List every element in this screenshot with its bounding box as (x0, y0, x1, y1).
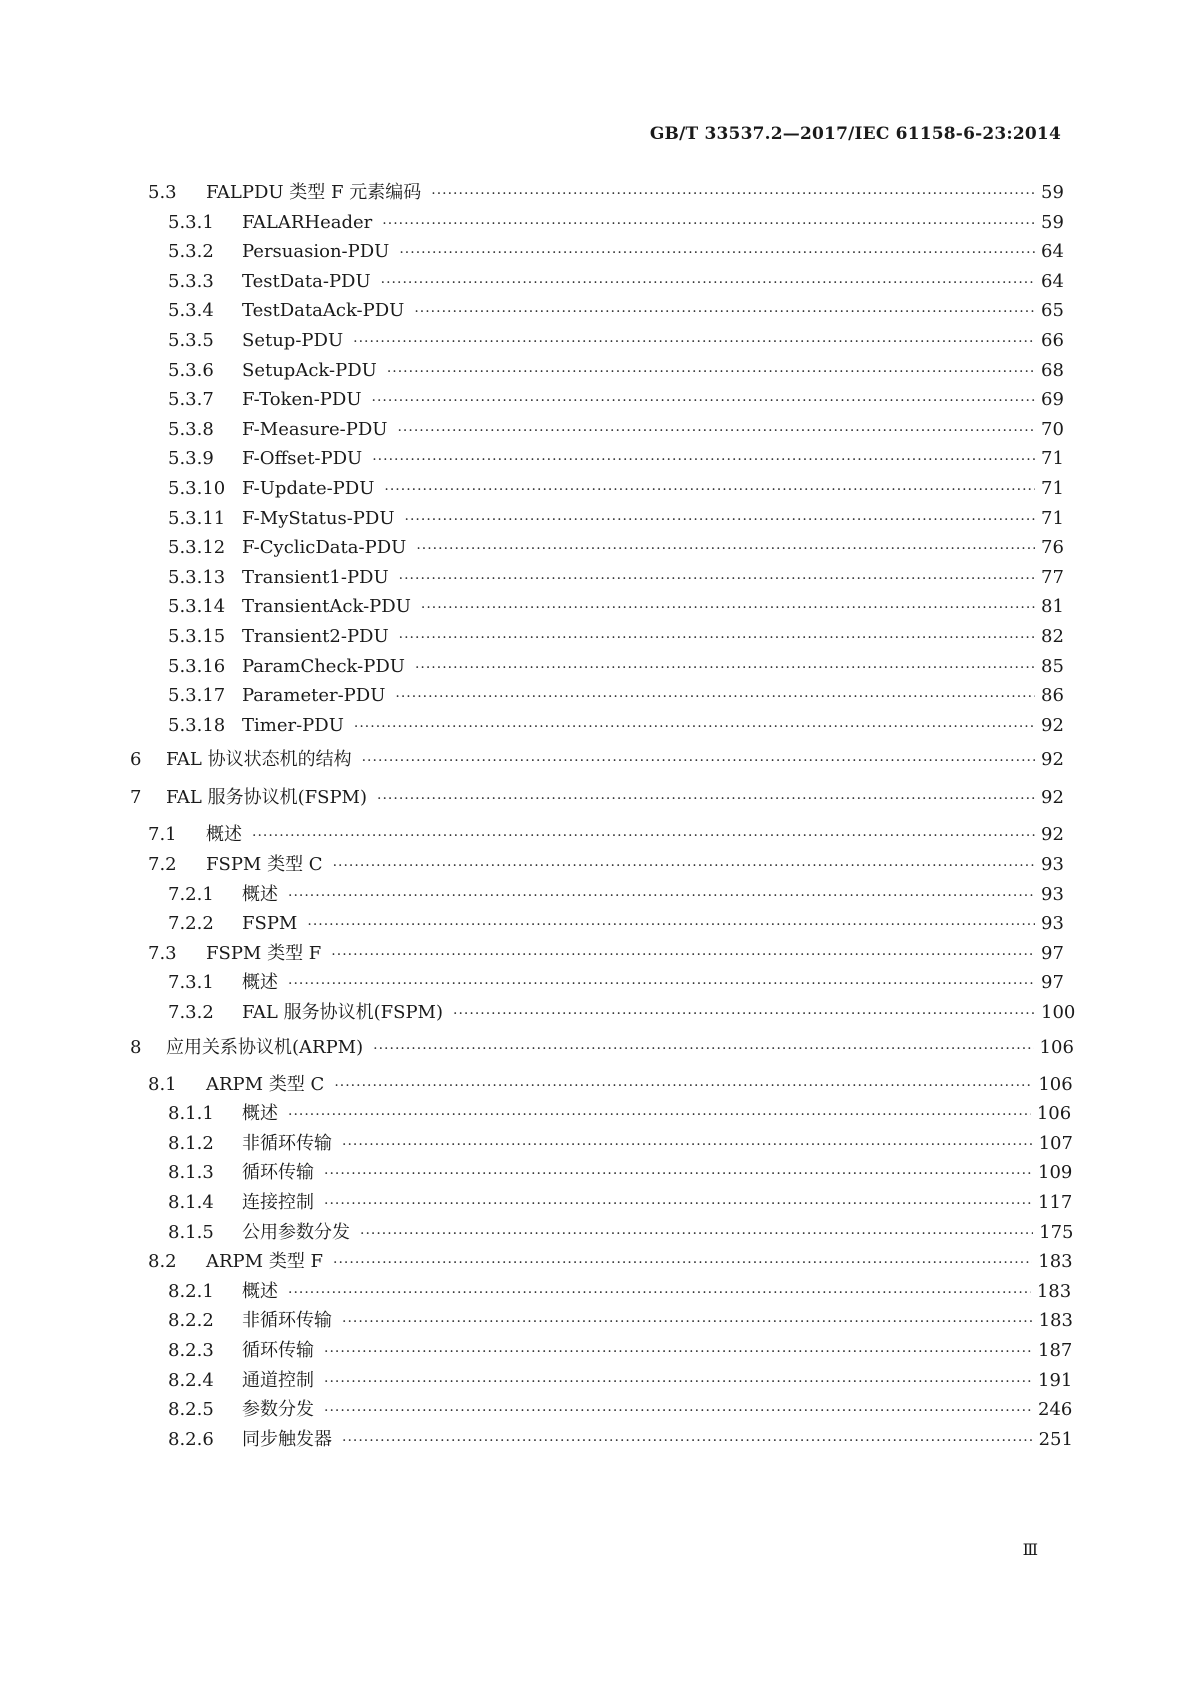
toc-entry-number: 5.3.8 (168, 418, 214, 440)
toc-entry-title: 概述 (242, 972, 278, 994)
toc-entry[interactable] (168, 1395, 1073, 1425)
toc-entry-title: F-Update-PDU (242, 478, 375, 499)
toc-leader-dots (324, 1189, 1032, 1219)
toc-leader-dots (324, 1337, 1032, 1367)
toc-entry-page: 117 (1038, 1192, 1073, 1213)
toc-entry-title: ARPM 类型 F (206, 1251, 324, 1273)
toc-leader-dots (373, 1034, 1033, 1064)
toc-entry-page: 97 (1041, 972, 1064, 994)
toc-entry-number: 5.3.13 (168, 566, 226, 588)
toc-entry-number: 8.1.2 (168, 1132, 214, 1154)
toc-entry-page: 251 (1038, 1428, 1073, 1450)
toc-entry-page: 86 (1041, 685, 1064, 707)
toc-leader-dots (415, 653, 1035, 683)
toc-leader-dots (342, 1426, 1033, 1456)
toc-entry-number: 5.3.16 (168, 655, 226, 677)
toc-leader-dots (387, 357, 1035, 387)
toc-entry[interactable] (168, 1277, 1072, 1307)
toc-entry-title: Transient1-PDU (242, 566, 389, 588)
toc-entry-number: 5.3.18 (168, 714, 226, 736)
toc-entry[interactable] (168, 909, 1064, 939)
toc-entry[interactable] (168, 681, 1064, 711)
toc-entry-page: 71 (1041, 507, 1064, 529)
toc-entry-page: 187 (1038, 1340, 1073, 1361)
toc-leader-dots (288, 881, 1035, 911)
toc-entry-number: 5.3.17 (168, 685, 226, 707)
page-number: Ⅲ (1022, 1540, 1038, 1559)
toc-entry[interactable] (168, 533, 1064, 563)
toc-entry-title: 公用参数分发 (242, 1221, 350, 1243)
toc-entry-page: 64 (1041, 270, 1064, 292)
toc-entry-number: 8.1.1 (168, 1103, 214, 1125)
toc-entry-number: 5.3.2 (168, 241, 214, 263)
toc-entry-number: 7 (130, 787, 142, 809)
toc-entry-page: 68 (1041, 359, 1064, 381)
toc-leader-dots (414, 297, 1035, 327)
toc-entry-title: 同步触发器 (242, 1428, 332, 1450)
toc-entry-page: 92 (1041, 787, 1064, 809)
toc-entry-title: SetupAck-PDU (242, 359, 377, 381)
toc-leader-dots (333, 1248, 1032, 1278)
toc-entry-page: 59 (1041, 182, 1064, 203)
toc-entry-number: 8.2.2 (168, 1310, 214, 1332)
toc-entry-title: FAL 服务协议机(FSPM) (242, 1002, 444, 1023)
toc-entry-number: 5.3.9 (168, 448, 214, 470)
toc-entry[interactable] (168, 1188, 1073, 1218)
toc-entry-page: 93 (1041, 913, 1064, 935)
toc-entry-number: 5.3.5 (168, 330, 214, 351)
toc-entry-page: 183 (1038, 1251, 1073, 1273)
toc-entry-title: TestData-PDU (242, 270, 371, 292)
toc-entry-number: 7.3.1 (168, 972, 214, 994)
toc-entry-number: 7.2.1 (168, 883, 214, 905)
toc-entry-number: 5.3.10 (168, 478, 226, 499)
toc-entry-number: 8.2 (148, 1251, 177, 1273)
toc-entry-page: 93 (1041, 854, 1064, 875)
toc-entry[interactable] (148, 1070, 1073, 1100)
toc-entry-page: 92 (1041, 749, 1064, 771)
toc-entry-page: 109 (1038, 1162, 1073, 1184)
toc-leader-dots (353, 327, 1035, 357)
toc-leader-dots (324, 1396, 1032, 1426)
toc-entry-number: 7.2 (148, 854, 177, 875)
toc-entry-page: 64 (1041, 241, 1064, 263)
toc-entry-page: 100 (1041, 1002, 1076, 1023)
toc-leader-dots (405, 505, 1035, 535)
toc-entry-title: Timer-PDU (242, 714, 344, 736)
toc-leader-dots (324, 1367, 1032, 1397)
toc-entry-number: 8.2.1 (168, 1280, 214, 1302)
toc-leader-dots (362, 746, 1035, 776)
toc-leader-dots (331, 940, 1035, 970)
toc-entry-title: FSPM (242, 913, 298, 935)
toc-entry-page: 59 (1041, 211, 1064, 233)
toc-entry[interactable] (168, 385, 1064, 415)
toc-entry-page: 69 (1041, 389, 1064, 411)
toc-entry-number: 8.2.5 (168, 1399, 214, 1421)
toc-leader-dots (399, 623, 1035, 653)
toc-entry-title: 概述 (242, 1280, 278, 1302)
toc-entry[interactable] (168, 326, 1064, 356)
toc-leader-dots (342, 1307, 1033, 1337)
toc-entry[interactable] (168, 1099, 1072, 1129)
toc-entry-number: 5.3.15 (168, 626, 226, 647)
toc-entry-page: 85 (1041, 655, 1064, 677)
toc-entry-number: 6 (130, 749, 142, 771)
toc-entry-page: 183 (1036, 1280, 1072, 1302)
toc-entry-number: 5.3.7 (168, 389, 214, 411)
toc-leader-dots (384, 475, 1035, 505)
toc-entry-number: 5.3 (148, 182, 177, 203)
toc-leader-dots (395, 682, 1035, 712)
toc-entry-page: 71 (1041, 448, 1064, 470)
toc-leader-dots (372, 445, 1035, 475)
toc-entry[interactable] (130, 1033, 1074, 1063)
toc-entry-title: 参数分发 (242, 1399, 314, 1421)
toc-entry-number: 5.3.3 (168, 270, 214, 292)
toc-leader-dots (333, 851, 1035, 881)
toc-entry-title: FSPM 类型 C (206, 854, 323, 875)
toc-entry-title: FALARHeader (242, 211, 373, 233)
toc-entry[interactable] (168, 1218, 1074, 1248)
toc-entry[interactable] (168, 208, 1064, 238)
toc-leader-dots (416, 534, 1035, 564)
toc-entry-number: 8.2.4 (168, 1369, 214, 1391)
toc-leader-dots (453, 999, 1035, 1029)
toc-entry-page: 191 (1038, 1369, 1073, 1391)
toc-leader-dots (307, 910, 1035, 940)
toc-entry-number: 8.1.3 (168, 1162, 214, 1184)
toc-entry-number: 8.2.3 (168, 1340, 214, 1361)
toc-entry-title: FALPDU 类型 F 元素编码 (206, 182, 422, 203)
toc-entry-page: 246 (1038, 1399, 1073, 1421)
toc-entry[interactable] (168, 1129, 1073, 1159)
toc-entry-number: 8.1.5 (168, 1221, 214, 1243)
toc-entry-title: 连接控制 (242, 1192, 314, 1213)
toc-entry[interactable] (168, 711, 1064, 741)
toc-entry-page: 65 (1041, 300, 1064, 322)
toc-entry-page: 106 (1036, 1103, 1072, 1125)
toc-entry[interactable] (168, 1336, 1073, 1366)
toc-entry[interactable] (168, 563, 1064, 593)
toc-entry-title: ARPM 类型 C (206, 1073, 325, 1095)
toc-leader-dots (382, 209, 1035, 239)
toc-entry-title: 非循环传输 (242, 1132, 332, 1154)
toc-entry-number: 5.3.11 (168, 507, 226, 529)
toc-entry-title: Setup-PDU (242, 330, 344, 351)
toc-entry-title: FAL 服务协议机(FSPM) (166, 787, 368, 809)
toc-leader-dots (360, 1219, 1033, 1249)
toc-entry[interactable] (148, 1247, 1073, 1277)
toc-entry[interactable] (130, 783, 1064, 813)
toc-entry-number: 7.2.2 (168, 913, 214, 935)
toc-entry-title: TestDataAck-PDU (242, 300, 405, 322)
toc-entry-number: 5.3.1 (168, 211, 214, 233)
toc-entry-title: ParamCheck-PDU (242, 655, 405, 677)
toc-entry-title: F-Measure-PDU (242, 418, 388, 440)
toc-entry[interactable] (168, 1366, 1073, 1396)
toc-leader-dots (431, 179, 1035, 209)
toc-entry[interactable] (168, 296, 1064, 326)
toc-entry-number: 7.3.2 (168, 1002, 214, 1023)
toc-entry[interactable] (148, 178, 1064, 208)
toc-entry-page: 82 (1041, 626, 1064, 647)
toc-entry-title: F-MyStatus-PDU (242, 507, 395, 529)
toc-entry-number: 7.1 (148, 824, 177, 846)
toc-entry-number: 8.2.6 (168, 1428, 214, 1450)
toc-entry-title: 循环传输 (242, 1162, 314, 1184)
toc-entry[interactable] (168, 1158, 1073, 1188)
toc-leader-dots (381, 268, 1035, 298)
toc-entry-page: 71 (1041, 478, 1064, 499)
toc-entry[interactable] (168, 237, 1064, 267)
toc-leader-dots (354, 712, 1035, 742)
toc-entry-number: 8.1.4 (168, 1192, 214, 1213)
toc-entry-title: F-Offset-PDU (242, 448, 363, 470)
toc-entry-title: TransientAck-PDU (242, 596, 411, 618)
toc-leader-dots (377, 784, 1035, 814)
toc-entry[interactable] (148, 939, 1064, 969)
toc-entry[interactable] (168, 652, 1064, 682)
toc-entry-number: 5.3.6 (168, 359, 214, 381)
toc-entry[interactable] (148, 850, 1064, 880)
toc-entry-page: 92 (1041, 824, 1064, 846)
toc-entry-page: 107 (1038, 1132, 1073, 1154)
toc-entry-title: Transient2-PDU (242, 626, 389, 647)
toc-entry[interactable] (168, 267, 1064, 297)
toc-entry-page: 81 (1041, 596, 1064, 618)
toc-entry[interactable] (168, 622, 1064, 652)
toc-leader-dots (252, 821, 1035, 851)
toc-entry-page: 183 (1038, 1310, 1073, 1332)
toc-entry-page: 77 (1041, 566, 1064, 588)
toc-entry-title: F-Token-PDU (242, 389, 362, 411)
document-header: GB/T 33537.2—2017/IEC 61158-6-23:2014 (649, 124, 1061, 144)
toc-entry-page: 76 (1041, 537, 1064, 559)
toc-entry[interactable] (168, 1306, 1073, 1336)
toc-entry-title: Persuasion-PDU (242, 241, 390, 263)
toc-entry-page: 70 (1041, 418, 1064, 440)
toc-leader-dots (288, 1278, 1031, 1308)
toc-entry-title: 循环传输 (242, 1340, 314, 1361)
toc-leader-dots (397, 416, 1035, 446)
toc-entry-page: 97 (1041, 942, 1064, 964)
toc-leader-dots (399, 564, 1035, 594)
toc-entry-number: 5.3.12 (168, 537, 226, 559)
toc-entry-title: 概述 (242, 1103, 278, 1125)
toc-entry-page: 106 (1039, 1036, 1074, 1058)
toc-entry-title: 通道控制 (242, 1369, 314, 1391)
toc-entry-title: 应用关系协议机(ARPM) (166, 1036, 364, 1058)
toc-entry[interactable] (168, 474, 1064, 504)
toc-entry[interactable] (168, 968, 1064, 998)
toc-entry[interactable] (168, 504, 1064, 534)
toc-entry-title: 非循环传输 (242, 1310, 332, 1332)
toc-entry-page: 66 (1041, 330, 1064, 351)
toc-leader-dots (288, 969, 1035, 999)
toc-entry-title: FSPM 类型 F (206, 942, 322, 964)
toc-entry-number: 5.3.14 (168, 596, 226, 618)
toc-entry[interactable] (168, 1425, 1073, 1455)
toc-leader-dots (334, 1071, 1032, 1101)
toc-leader-dots (421, 593, 1035, 623)
toc-entry[interactable] (168, 356, 1064, 386)
toc-entry-number: 8 (130, 1036, 142, 1058)
toc-entry-number: 8.1 (148, 1073, 177, 1095)
toc-entry[interactable] (148, 820, 1064, 850)
toc-entry-number: 7.3 (148, 942, 177, 964)
toc-entry-title: 概述 (242, 883, 278, 905)
toc-entry[interactable] (168, 444, 1064, 474)
toc-entry-page: 93 (1041, 883, 1064, 905)
toc-entry[interactable] (168, 880, 1064, 910)
toc-entry-number: 5.3.4 (168, 300, 214, 322)
toc-entry-title: 概述 (206, 824, 242, 846)
toc-entry[interactable] (130, 745, 1064, 775)
toc-entry-title: FAL 协议状态机的结构 (166, 749, 352, 771)
toc-entry-title: F-CyclicData-PDU (242, 537, 407, 559)
toc-entry-page: 175 (1039, 1221, 1074, 1243)
toc-leader-dots (288, 1100, 1031, 1130)
toc-leader-dots (372, 386, 1035, 416)
toc-entry-page: 106 (1038, 1073, 1073, 1095)
toc-leader-dots (342, 1130, 1033, 1160)
toc-entry-title: Parameter-PDU (242, 685, 386, 707)
toc-entry[interactable] (168, 415, 1064, 445)
toc-leader-dots (324, 1159, 1032, 1189)
toc-entry[interactable] (168, 592, 1064, 622)
toc-entry-page: 92 (1041, 714, 1064, 736)
toc-leader-dots (399, 238, 1035, 268)
toc-entry[interactable] (168, 998, 1076, 1028)
